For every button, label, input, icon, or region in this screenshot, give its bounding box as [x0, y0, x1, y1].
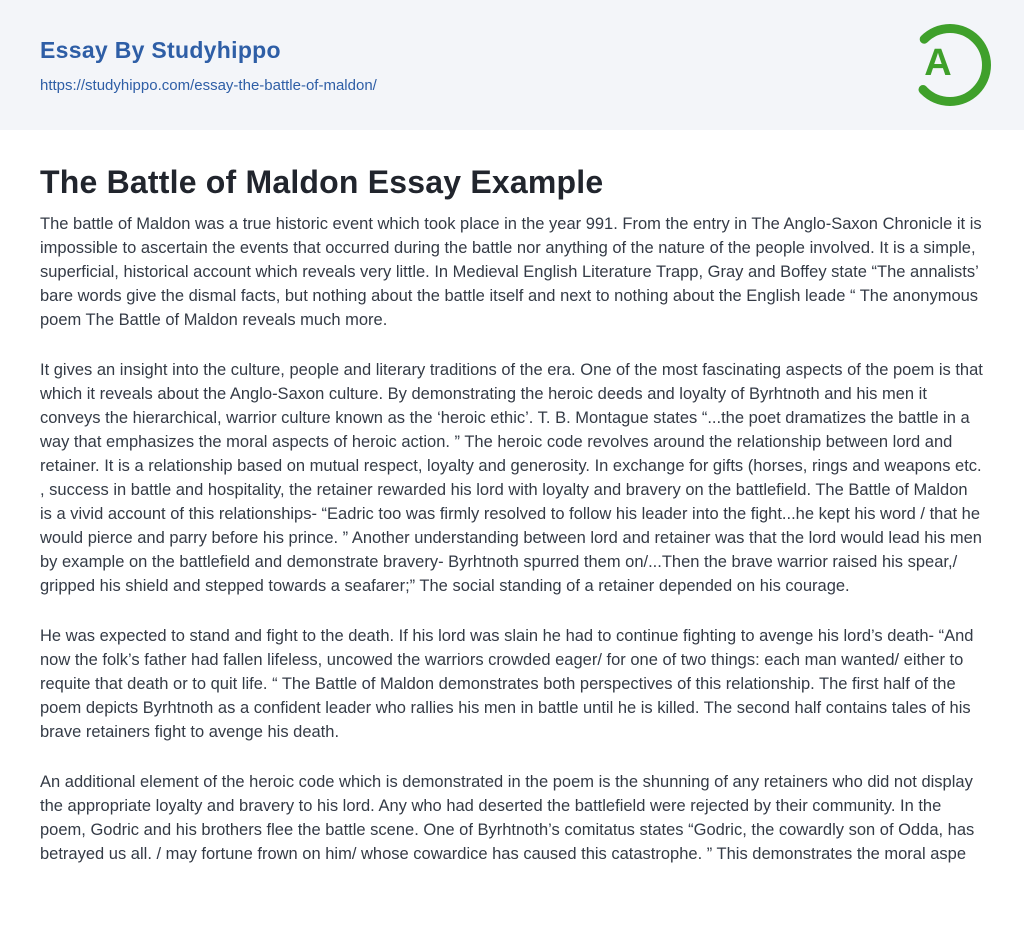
studyhippo-logo-icon: [907, 23, 991, 107]
essay-title: The Battle of Maldon Essay Example: [40, 164, 604, 200]
site-header: [0, 0, 1024, 130]
site-title: Essay By Studyhippo: [40, 36, 281, 63]
essay-url-link[interactable]: https://studyhippo.com/essay-the-battle-of-maldon/: [40, 76, 377, 94]
logo-letter: A: [924, 42, 952, 84]
header-text-block: [40, 37, 377, 94]
essay-paragraph-3: He was expected to stand and fight to the death. If his lord was slain he had to continue fighting to avenge his lord’s death- “And now the folk’s father had fallen lifeless, uncowed the warriors crowded eager/ for one of two things: each man wanted/ either to requite that death or to quit life. “ The Battle of Maldon demonstrates both perspectives of this relationship. The first half of the poem depicts Byrhtnoth as a confident leader who rallies his men in battle until he is killed. The second half contains tales of his brave retainers fight to avenge his death.: [40, 627, 974, 741]
essay-paragraph-4: An additional element of the heroic code which is demonstrated in the poem is the shunning of any retainers who did not display the appropriate loyalty and bravery to his lord. Any who had deserted the battlefield were rejected by their community. In the poem, Godric and his brothers flee the battle scene. One of Byrhtnoth’s comitatus states “Godric, the cowardly son of Odda, has betrayed us all. / may fortune frown on him/ whose cowardice has caused this catastrophe. ” This demonstrates the moral aspe: [40, 773, 975, 863]
essay-paragraph-1: The battle of Maldon was a true historic event which took place in the year 991. From the entry in The Anglo-Saxon Chronicle it is impossible to ascertain the events that occurred during the battle nor anything of the nature of the people involved. It is a simple, superficial, historical account which reveals very little. In Medieval English Literature Trapp, Gray and Boffey state “The annalists’ bare words give the dismal facts, but nothing about the battle itself and next to nothing about the English leade “ The anonymous poem The Battle of Maldon reveals much more.: [40, 215, 982, 329]
essay-content: [0, 130, 1024, 906]
essay-paragraph-2: It gives an insight into the culture, people and literary traditions of the era. One of the most fascinating aspects of the poem is that which it reveals about the Anglo-Saxon culture. By demonstrating the heroic deeds and loyalty of Byrhtnoth and his men it conveys the hierarchical, warrior culture known as the ‘heroic ethic’. T. B. Montague states “...the poet dramatizes the battle in a way that emphasizes the moral aspects of heroic action. ” The heroic code revolves around the relationship between lord and retainer. It is a relationship based on mutual respect, loyalty and generosity. In exchange for gifts (horses, rings and weapons etc. , success in battle and hospitality, the retainer rewarded his lord with loyalty and bravery on the battlefield. The Battle of Maldon is a vivid account of this relationships- “Eadric too was firmly resolved to follow his leader into the fight...he kept his word / that he would pierce and parry before his prince. ” Another understanding between lord and retainer was that the lord would lead his men by example on the battlefield and demonstrate bravery- Byrhtnoth spurred them on/...Then the brave warrior raised his spear,/ gripped his shield and stepped towards a seafarer;” The social standing of a retainer depended on his courage.: [40, 361, 983, 595]
